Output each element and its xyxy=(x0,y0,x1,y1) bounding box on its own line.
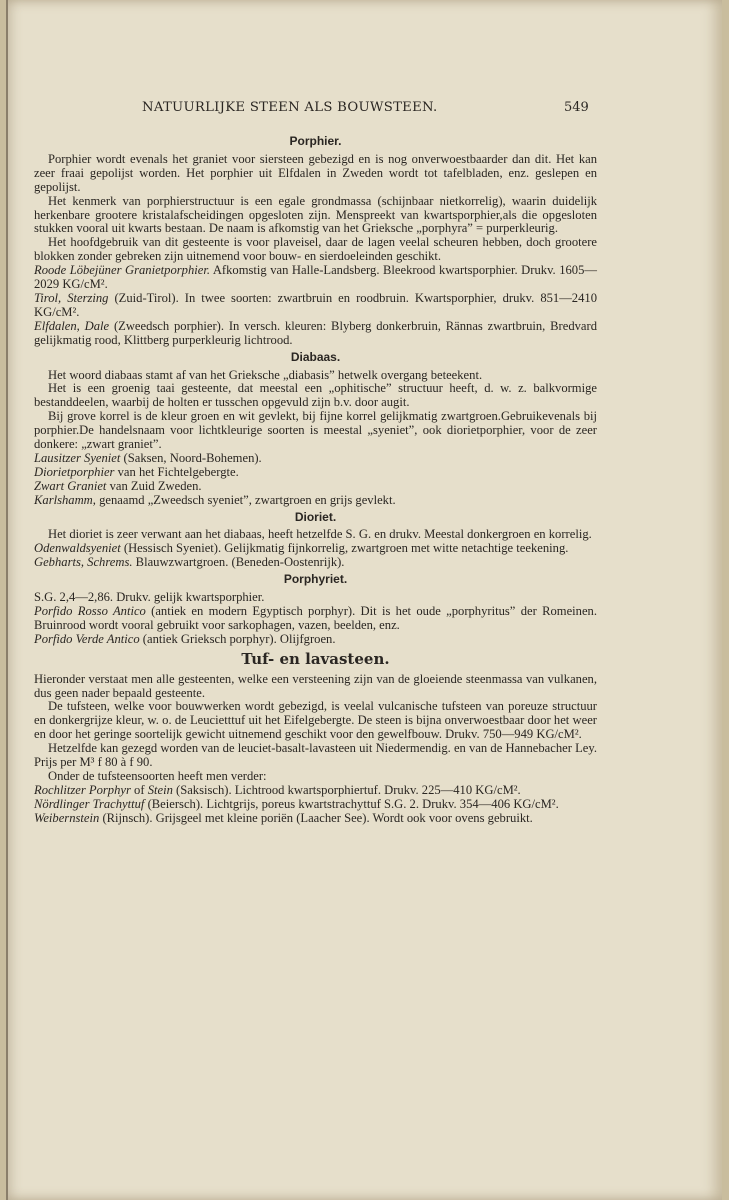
stone-description: van Zuid Zweden. xyxy=(106,478,202,493)
running-title: NATUURLIJKE STEEN ALS BOUWSTEEN. xyxy=(142,100,438,115)
paragraph: Bij grove korrel is de kleur groen en wit gevlekt, bij fijne korrel gelijkmatig zwartgroen.Gebruikevenals bij porphier.De handelsnaam voor lichtkleurige soorten is meestal „syeniet”, ook diorietporphier, voor de zeer donkere: „zwart graniet”. xyxy=(34,409,597,452)
stone-entry xyxy=(34,466,597,480)
paragraph: Porphier wordt evenals het graniet voor siersteen gebezigd en is nog onverwoestbaarder dan dit. Het kan zeer fraai gepolijst worden. Het porphier uit Elfdalen in Zweden wordt tot tafelbladen, enz. geslepen en gepolijst. xyxy=(34,151,597,194)
stone-connector: of xyxy=(130,782,148,797)
stone-entry xyxy=(34,542,597,556)
stone-entry xyxy=(34,784,597,798)
stone-name: Weibernstein xyxy=(34,810,100,825)
stone-description: (Zweedsch porphier). In versch. kleuren: Blyberg donkerbruin, Rännas zwartbruin, Bredvard gelijkmatig rood, Klittberg purperkleurig lichtrood. xyxy=(34,318,597,347)
stone-name: Roode Löbejüner Granietporphier. xyxy=(34,263,210,278)
paragraph: Hieronder verstaat men alle gesteenten, welke een versteening zijn van de gloeiende steenmassa van vulkanen, dus geen nader bepaald gesteente. xyxy=(34,671,597,700)
stone-entry xyxy=(34,264,597,292)
stone-entry xyxy=(34,452,597,466)
stone-name: Karlshamm, xyxy=(34,492,96,507)
section-heading-dioriet: Dioriet. xyxy=(294,509,337,524)
stone-description: Afkomstig van Halle-Landsberg. Bleekrood kwartsporphier. Drukv. 1605—2029 KG/cM². xyxy=(34,263,597,292)
stone-description: (antiek Grieksch porphyr). Olijfgroen. xyxy=(139,631,336,646)
paragraph: S.G. 2,4—2,86. Drukv. gelijk kwartsporphier. xyxy=(34,590,265,605)
stone-description: (Saksisch). Lichtrood kwartsporphiertuf. Drukv. 225—410 KG/cM². xyxy=(172,782,521,797)
stone-entry xyxy=(34,320,597,348)
stone-name: Zwart Graniet xyxy=(34,478,107,493)
stone-entry xyxy=(34,798,597,812)
stone-description: (Zuid-Tirol). In twee soorten: zwartbruin en roodbruin. Kwartsporphier, drukv. 851—2410 KG/cM². xyxy=(34,290,597,319)
stone-name: Stein xyxy=(147,782,173,797)
paragraph: Het is een groenig taai gesteente, dat meestal een „ophitische” structuur heeft, d. w. z. balkvormige bestanddeelen, waarbij de holten er tusschen opgevuld zijn b.v. door augit. xyxy=(34,381,597,410)
paragraph: Hetzelfde kan gezegd worden van de leuciet-basalt-lavasteen uit Niedermendig. en van de Hannebacher Ley. Prijs per M³ f 80 à f 90. xyxy=(34,741,597,770)
stone-name: Tirol, Sterzing xyxy=(34,290,109,305)
stone-name: Odenwaldsyeniet xyxy=(34,541,121,556)
section-heading-porphier: Porphier. xyxy=(289,134,342,148)
stone-entry xyxy=(34,633,597,647)
stone-description: Blauwzwartgroen. (Beneden-Oostenrijk). xyxy=(132,555,345,570)
paragraph: Het kenmerk van porphierstructuur is een egale grondmassa (schijnbaar nietkorrelig), waarin duidelijk herkenbare grootere kristalafscheidingen opgesloten zijn. Menspreekt van kwartsporphier,als die opgesloten stukken vooral uit kwarts bestaan. De naam is afkomstig van het Grieksche „porphyra” = purperkleurig. xyxy=(34,193,597,236)
stone-entry xyxy=(34,605,597,633)
section-heading-tuf-en-lavasteen: Tuf- en lavasteen. xyxy=(241,649,390,668)
stone-name: Rochlitzer Porphyr xyxy=(34,782,131,797)
stone-description: genaamd „Zweedsch syeniet”, zwartgroen en grijs gevlekt. xyxy=(95,492,396,507)
stone-description: (Hessisch Syeniet). Gelijkmatig fijnkorrelig, zwartgroen met witte netachtige teekening. xyxy=(120,541,569,556)
stone-name: Gebharts, Schrems. xyxy=(34,555,133,570)
stone-entry xyxy=(34,480,597,494)
paragraph: Onder de tufsteensoorten heeft men verder: xyxy=(48,768,267,783)
stone-name: Diorietporphier xyxy=(34,464,115,479)
paragraph: Het woord diabaas stamt af van het Grieksche „diabasis” hetwelk overgang beteekent. xyxy=(48,367,483,382)
stone-description: (Saksen, Noord-Bohemen). xyxy=(120,450,262,465)
stone-entry xyxy=(34,292,597,320)
section-heading-porphyriet: Porphyriet. xyxy=(283,572,348,587)
stone-name: Elfdalen, Dale xyxy=(34,318,110,333)
paragraph: Het dioriet is zeer verwant aan het diabaas, heeft hetzelfde S. G. en drukv. Meestal donkergroen en korrelig. xyxy=(48,527,592,542)
paragraph: De tufsteen, welke voor bouwwerken wordt gebezigd, is veelal vulcanische tufsteen van poreuze structuur en donkergrijze kleur, w. o. de Leucietttuf uit het Eifelgebergte. De steen is bijna onverwoestbaar door het weer en door het geringe soortelijk gewicht uitnemend geschikt voor den gewelfbouw. Drukv. 750—949 KG/cM². xyxy=(34,699,597,742)
paragraph: Het hoofdgebruik van dit gesteente is voor plaveisel, daar de lagen veelal scheuren hebben, doch grootere blokken zonder gebreken zijn uitnemend voor bouw- en sierdoeleinden geschikt. xyxy=(34,235,597,264)
stone-entry xyxy=(34,556,597,570)
stone-name: Porfido Verde Antico xyxy=(34,631,140,646)
stone-description: (Rijnsch). Grijsgeel met kleine poriën (Laacher See). Wordt ook voor ovens gebruikt. xyxy=(99,810,533,825)
stone-name: Lausitzer Syeniet xyxy=(34,450,121,465)
stone-entry xyxy=(34,812,597,826)
stone-name: Porfido Rosso Antico xyxy=(34,604,146,618)
page-gutter-shadow xyxy=(6,0,8,1200)
stone-description: (Beiersch). Lichtgrijs, poreus kwartstrachyttuf S.G. 2. Drukv. 354—406 KG/cM². xyxy=(144,796,559,811)
stone-name: Nördlinger Trachyttuf xyxy=(34,796,145,811)
page-body xyxy=(34,132,597,826)
stone-description: van het Fichtelgebergte. xyxy=(114,464,239,479)
stone-description: (antiek en modern Egyptisch porphyr). Dit is het oude „porphyritus” der Romeinen. Bruinrood wordt vooral gebruikt voor sarkophagen, vazen, beelden, enz. xyxy=(34,604,597,632)
section-heading-diabaas: Diabaas. xyxy=(290,349,341,364)
stone-entry xyxy=(34,494,597,508)
page-number: 549 xyxy=(564,100,589,115)
